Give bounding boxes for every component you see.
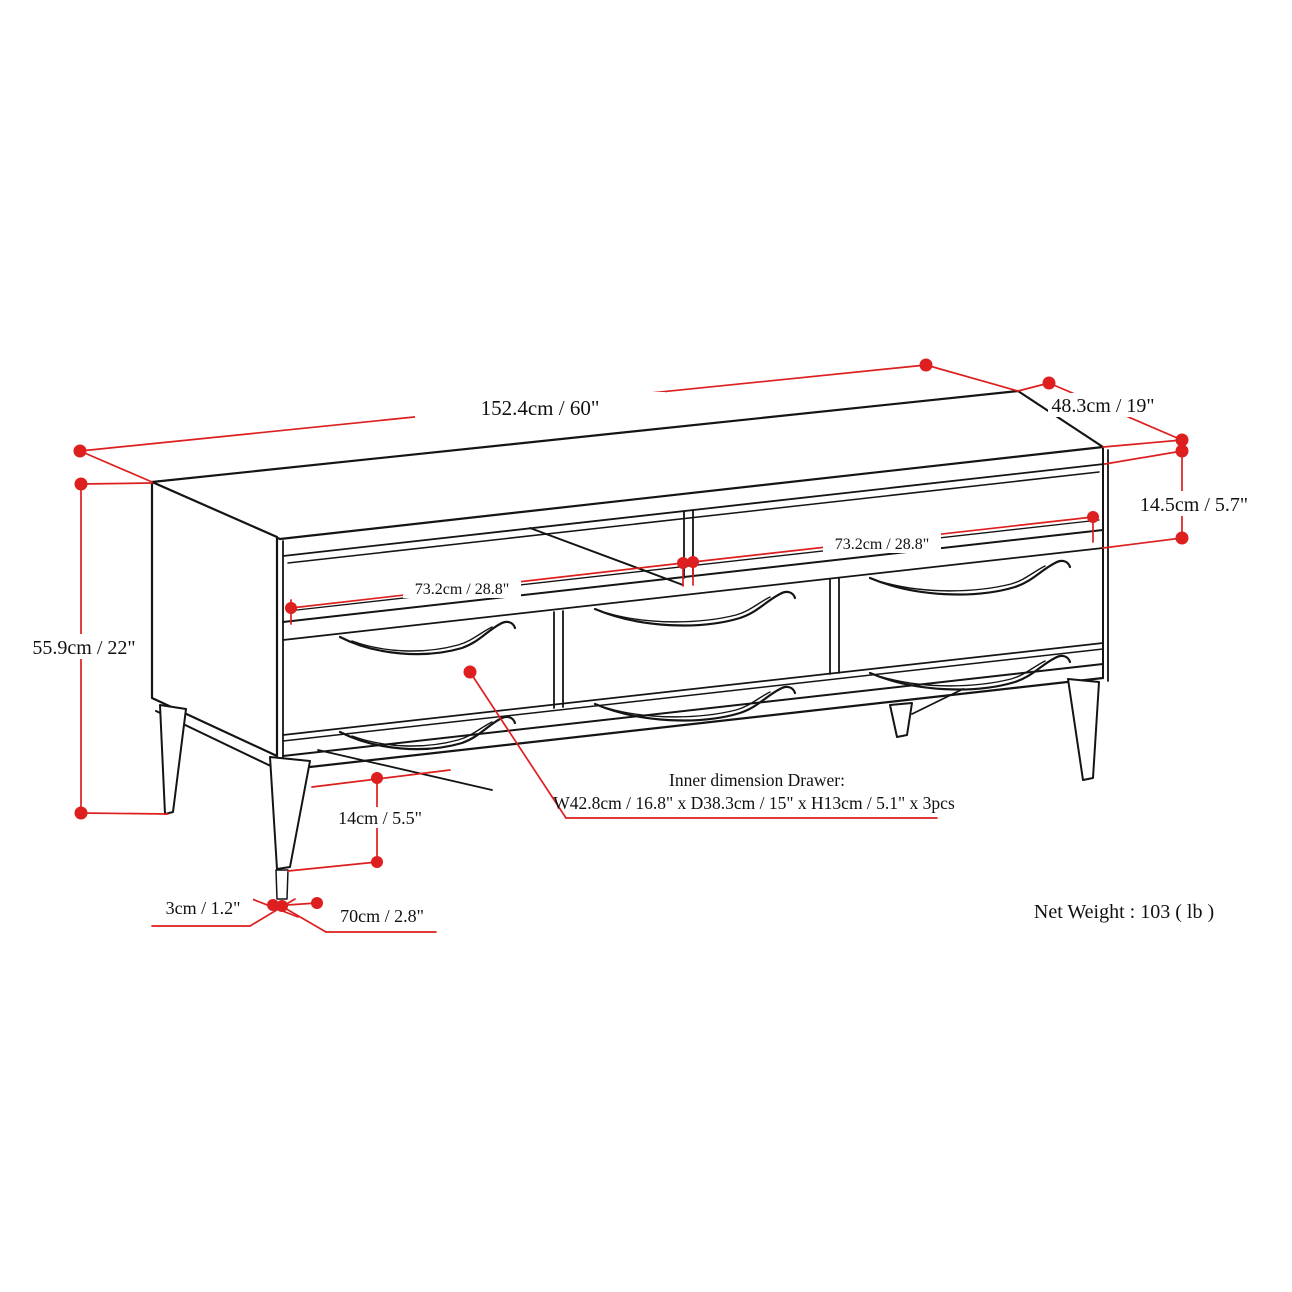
dim-shelf-height-label: 14.5cm / 5.7" [1139,494,1249,516]
dim-foot-height-label: 3cm / 1.2" [165,898,241,918]
dim-depth-label: 48.3cm / 19" [1051,395,1155,417]
back-right-leg-brace [912,689,963,714]
shelf-divider-depth-edge [530,528,683,585]
dim-width-label: 152.4cm / 60" [480,396,600,420]
drawer-note-title: Inner dimension Drawer: [669,770,845,790]
front-left-leg [270,757,310,869]
dim-leg-inset-label: 70cm / 2.8" [340,906,424,926]
base-frame-bottom [283,678,1103,770]
base-frame-top [283,649,1103,741]
dim-leg-height-label: 14cm / 5.5" [338,808,422,828]
legs [160,679,1099,899]
base-frame-mid [283,664,1103,756]
furniture-outline [152,391,1108,899]
dim-shelf-width-right-label: 73.2cm / 28.8" [834,536,930,553]
front-right-leg [1068,679,1099,780]
dim-shelf-width-left-label: 73.2cm / 28.8" [414,581,510,598]
back-right-leg [890,703,912,737]
drawer-note-detail: W42.8cm / 16.8" x D38.3cm / 15" x H13cm / 5.1" x 3pcs [553,793,955,813]
front-left-foot-pad [276,870,288,899]
dim-overall-height-label: 55.9cm / 22" [32,637,136,659]
net-weight-label: Net Weight : 103 ( lb ) [1033,901,1215,923]
back-left-leg [160,705,186,814]
